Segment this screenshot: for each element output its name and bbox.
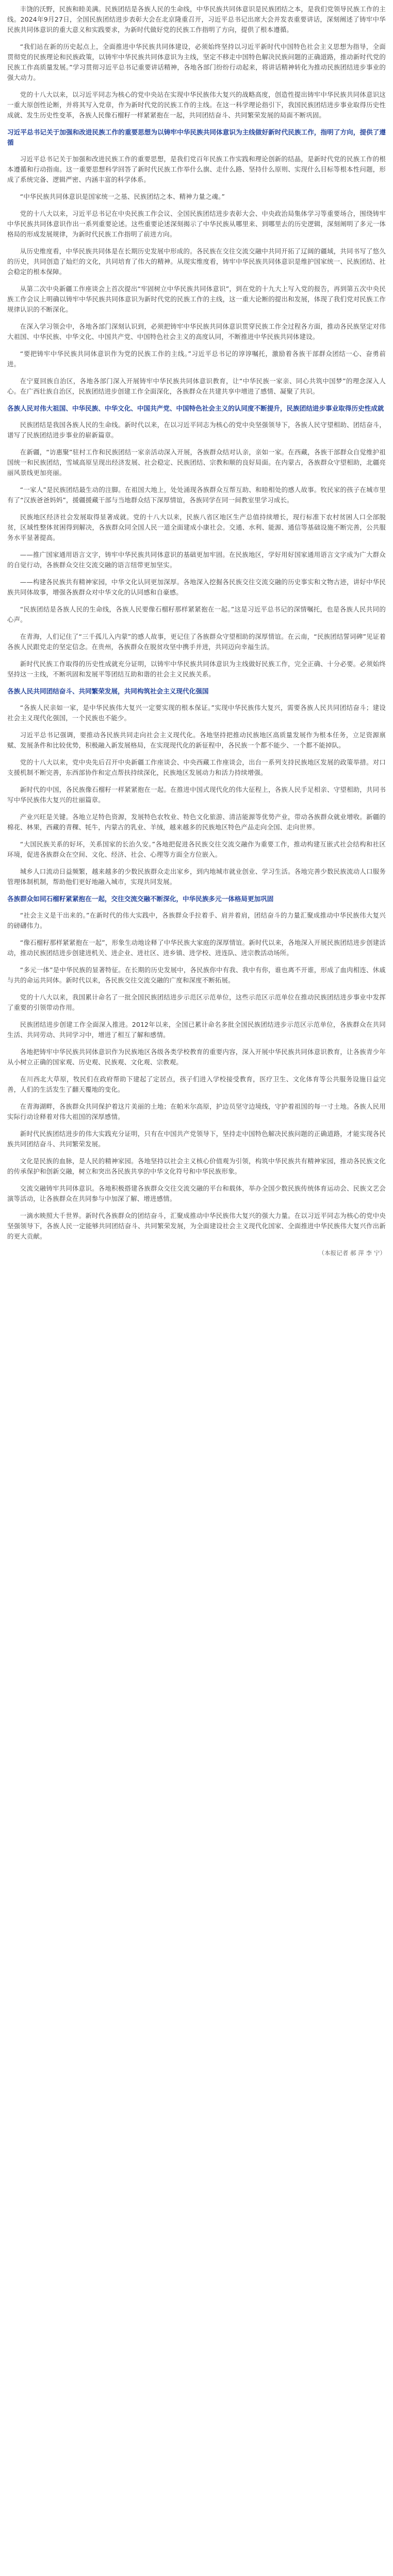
section-1-paragraph: “中华民族共同体意识是国家统一之基、民族团结之本、精神力量之魂。”: [20, 193, 225, 200]
intro-paragraph-2: “我们站在新的历史起点上，全面推进中华民族共同体建设，必须始终坚持以习近平新时代中国特色社会主义思想为指导，全面贯彻党的民族理论和民族政策，以铸牢中华民族共同体意识为主线，坚定不移走中国特色解决民族问题的正确道路，推动新时代党的民族工作高质量发展。”学习贯彻习近平总书记重要讲话精神，各地各部门纷纷行动起来，将讲话精神转化为推动民族团结进步事业的强大动力。: [7, 43, 386, 81]
section-heading-4: 各族群众如同石榴籽紧紧抱在一起，交往交流交融不断深化，中华民族多元一体格局更加巩固: [7, 895, 274, 903]
section-1-paragraph: 在深入学习领会中，各地各部门深刻认识到，必须把铸牢中华民族共同体意识贯穿民族工作全过程各方面，推动各民族坚定对伟大祖国、中华民族、中华文化、中国共产党、中国特色社会主义的高度认同，不断推进中华民族共同体建设。: [7, 323, 386, 341]
section-2-paragraph: 在青海，人们记住了“三千孤儿入内蒙”的感人故事，更记住了各族群众守望相助的深厚情谊。在云南，“民族团结誓词碑”见证着各族人民跟党走的坚定信念。在贵州，各族群众在脱贫攻坚中携手并进，共同迈向幸福生活。: [7, 633, 386, 651]
section-2-paragraph: 民族团结是我国各族人民的生命线。新时代以来，在以习近平同志为核心的党中央坚强领导下，各族人民守望相助、团结奋斗，谱写了民族团结进步事业的崭新篇章。: [7, 421, 386, 439]
section-2-paragraph: ——构建各民族共有精神家园，中华文化认同更加深厚。各地深入挖掘各民族交往交流交融的历史事实和文物古迹，讲好中华民族共同体故事，增强各族群众对中华文化的认同感和自豪感。: [7, 578, 386, 596]
section-1-paragraph: 习近平总书记关于加强和改进民族工作的重要思想，是我们党百年民族工作实践和理论创新的结晶，是新时代党的民族工作的根本遵循和行动指南。这一重要思想科学回答了新时代民族工作举什么旗、走什么路、坚持什么原则、实现什么目标等根本性问题，形成了系统完备、逻辑严密、内涵丰富的科学体系。: [7, 155, 386, 183]
section-4-paragraph: 各地把铸牢中华民族共同体意识作为民族地区各级各类学校教育的重要内容，深入开展中华民族共同体意识教育，让各族青少年从小树立正确的国家观、历史观、民族观、文化观、宗教观。: [7, 1048, 386, 1066]
section-4-paragraph: 新时代民族团结进步的伟大实践充分证明，只有在中国共产党领导下，坚持走中国特色解决民族问题的正确道路，才能实现各民族共同团结奋斗、共同繁荣发展。: [7, 1130, 386, 1148]
section-4-paragraph: “多元一体”是中华民族的显著特征。在长期的历史发展中，各民族你中有我、我中有你，谁也离不开谁，形成了血肉相连、休戚与共的命运共同体。新时代以来，各民族交往交流交融的广度和深度不断拓展。: [7, 966, 386, 984]
intro-paragraph-3: 党的十八大以来，以习近平同志为核心的党中央站在实现中华民族伟大复兴的战略高度，创造性提出铸牢中华民族共同体意识这一重大原创性论断，并将其写入党章，作为新时代党的民族工作的主线。在这一科学理论指引下，我国民族团结进步事业取得历史性成就、发生历史性变革，各族人民像石榴籽一样紧紧抱在一起，共同团结奋斗、共同繁荣发展的局面不断巩固。: [7, 91, 386, 119]
intro-paragraph-1: 丰饶的沃野，民族和睦美满。民族团结是各族人民的生命线，中华民族共同体意识是民族团结之本，是我们党领导民族工作的主线。2024年9月27日，全国民族团结进步表彰大会在北京隆重召开，习近平总书记出席大会并发表重要讲话，深刻阐述了铸牢中华民族共同体意识的重大意义和实践要求，为新时代做好党的民族工作指明了方向，提供了根本遵循。: [7, 5, 386, 33]
section-4-paragraph: “社会主义是干出来的。”在新时代的伟大实践中，各族群众手拉着手、肩并着肩，团结奋斗的力量汇聚成推动中华民族伟大复兴的磅礴伟力。: [7, 911, 386, 929]
section-3-paragraph: “各族人民亲如一家，是中华民族伟大复兴一定要实现的根本保证。”实现中华民族伟大复兴，需要各族人民共同团结奋斗；建设社会主义现代化强国，一个民族也不能少。: [7, 704, 386, 722]
section-3-paragraph: 党的十八大以来，党中央先后召开中央新疆工作座谈会、中央西藏工作座谈会，出台一系列支持民族地区发展的政策举措。对口支援机制不断完善，东西部协作和定点帮扶持续深化，民族地区发展动力和活力持续增强。: [7, 758, 386, 776]
section-2-paragraph: 新时代民族工作取得的历史性成就充分证明，以铸牢中华民族共同体意识为主线做好民族工作，完全正确、十分必要。必须始终坚持这一主线，不断巩固和发展平等团结互助和谐的社会主义民族关系。: [7, 660, 386, 678]
section-4-paragraph: 民族团结进步创建工作全面深入推进。2012年以来，全国已累计命名多批全国民族团结进步示范区示范单位，各族群众在共同生活、共同劳动、共同学习中，增进了相互了解和感情。: [7, 1021, 386, 1039]
article: [0, 0, 393, 1258]
section-4-paragraph: 一滴水映照大千世界。新时代各族群众的团结奋斗，汇聚成推动中华民族伟大复兴的强大力量。在以习近平同志为核心的党中央坚强领导下，各族人民一定能够共同团结奋斗、共同繁荣发展，为全面建设社会主义现代化国家、全面推进中华民族伟大复兴作出新的更大贡献。: [7, 1212, 386, 1240]
section-heading-2: 各族人民对伟大祖国、中华民族、中华文化、中国共产党、中国特色社会主义的认同度不断提升，民族团结进步事业取得历史性成就: [7, 404, 384, 412]
section-4-paragraph: 在青海湖畔，各族群众共同保护着这片美丽的土地；在帕米尔高原，护边员坚守边境线，守护着祖国的每一寸土地。各族人民用实际行动诠释着对伟大祖国的深厚感情。: [7, 1103, 386, 1121]
section-3-paragraph: 新时代的中国，各民族像石榴籽一样紧紧抱在一起。在推进中国式现代化的伟大征程上，各族人民手足相亲、守望相助，共同书写中华民族伟大复兴的壮丽篇章。: [7, 786, 386, 804]
section-2-paragraph: “民族团结是各族人民的生命线，各族人民要像石榴籽那样紧紧抱在一起。”这是习近平总书记的深情嘱托，也是各族人民共同的心声。: [7, 605, 386, 623]
section-heading-1: 习近平总书记关于加强和改进民族工作的重要思想为以铸牢中华民族共同体意识为主线做好新时代民族工作，指明了方向，提供了遵循: [7, 128, 386, 146]
section-2-paragraph: ——推广国家通用语言文字，铸牢中华民族共同体意识的基础更加牢固。在民族地区，学好用好国家通用语言文字成为广大群众的自觉行动，各族群众交往交流交融的语言纽带更加坚实。: [7, 551, 386, 569]
byline: （本报记者 郝 萍 李 宁）: [318, 1249, 386, 1257]
section-1-paragraph: “要把铸牢中华民族共同体意识作为党的民族工作的主线。”习近平总书记的谆谆嘱托，激励着各族干部群众团结一心、奋勇前进。: [7, 350, 386, 368]
section-3-paragraph: 产业兴旺是关键。各地立足特色资源，发展特色农牧业、特色文化旅游、清洁能源等优势产业，带动各族群众就业增收。新疆的棉花、林果，西藏的青稞、牦牛，内蒙古的乳业、羊绒，越来越多的民族地区特色产品走向全国、走向世界。: [7, 813, 386, 831]
section-1-paragraph: 从第二次中央新疆工作座谈会上首次提出“牢固树立中华民族共同体意识”，到在党的十九大上写入党的报告，再到第五次中央民族工作会议上明确以铸牢中华民族共同体意识为新时代党的民族工作的主线，这一重大论断的提出和发展，体现了我们党对民族工作规律认识的不断深化。: [7, 285, 386, 313]
section-4-paragraph: 在川西北大草原，牧民们在政府帮助下建起了定居点，孩子们进入学校接受教育，医疗卫生、文化体育等公共服务设施日益完善，人们的生活发生了翻天覆地的变化。: [7, 1075, 386, 1093]
section-1-paragraph: 在宁夏回族自治区，各地各部门深入开展铸牢中华民族共同体意识教育，让“中华民族一家亲、同心共筑中国梦”的理念深入人心。在广西壮族自治区，民族团结进步创建工作全面深化，各族群众在共建共享中增进了感情、凝聚了共识。: [7, 377, 386, 395]
section-heading-3: 各族人民共同团结奋斗、共同繁荣发展，共同构筑社会主义现代化强国: [7, 687, 209, 695]
section-4-paragraph: 交流交融铸牢共同体意识。各地积极搭建各族群众交往交流交融的平台和载体，举办全国少数民族传统体育运动会、民族文艺会演等活动，让各族群众在共同参与中加深了解、增进感情。: [7, 1184, 386, 1202]
section-3-paragraph: “大国民族关系的好坏，关系国家的长治久安。”各地把促进各民族交往交流交融作为重要工作，推动构建互嵌式社会结构和社区环境，促进各族群众在空间、文化、经济、社会、心理等方面全方位嵌入。: [7, 840, 386, 858]
section-3-paragraph: 习近平总书记强调，要推动各民族共同走向社会主义现代化。各地坚持把推动民族地区高质量发展作为根本任务，立足资源禀赋、发展条件和比较优势，积极融入新发展格局，在实现现代化的新征程中，各民族一个都不能少、一个都不能掉队。: [7, 731, 386, 749]
section-4-paragraph: 党的十八大以来，我国累计命名了一批全国民族团结进步示范区示范单位，这些示范区示范单位在推动民族团结进步事业中发挥了重要的引领带动作用。: [7, 993, 386, 1011]
section-2-paragraph: “一家人”是民族团结最生动的注脚。在祖国大地上，处处涌现各族群众互帮互助、和睦相处的感人故事。牧民家的孩子在城市里有了“汉族爸爸妈妈”，援疆援藏干部与当地群众结下深厚情谊，各族同学在同一间教室里学习成长。: [7, 486, 386, 504]
section-1-paragraph: 从历史维度看，中华民族共同体是在长期历史发展中形成的。各民族在交往交流交融中共同开拓了辽阔的疆域，共同书写了悠久的历史，共同创造了灿烂的文化，共同培育了伟大的精神。从现实维度看，铸牢中华民族共同体意识是维护国家统一、民族团结、社会稳定的根本保障。: [7, 247, 386, 276]
section-4-paragraph: 文化是民族的血脉，是人民的精神家园。各地坚持以社会主义核心价值观为引领，构筑中华民族共有精神家园，推动各民族文化的传承保护和创新交融，树立和突出各民族共享的中华文化符号和中华民族形象。: [7, 1157, 386, 1175]
section-3-paragraph: 城乡人口流动日益频繁，越来越多的少数民族群众走出家乡，到内地城市就业创业、学习生活。各地完善少数民族流动人口服务管理体制机制，帮助他们更好地融入城市，实现共同发展。: [7, 868, 386, 886]
section-4-paragraph: “像石榴籽那样紧紧抱在一起”，形象生动地诠释了中华民族大家庭的深厚情谊。新时代以来，各地深入开展民族团结进步创建活动，推动民族团结进步创建进机关、进企业、进社区、进乡镇、进学校、进连队、进宗教活动场所。: [7, 939, 386, 957]
section-2-paragraph: 民族地区经济社会发展取得显著成就。党的十八大以来，民族八省区地区生产总值持续增长，现行标准下农村贫困人口全部脱贫，区域性整体贫困得到解决，各族群众同全国人民一道全面建成小康社会。交通、水利、能源、通信等基础设施不断完善，公共服务水平显著提高。: [7, 513, 386, 541]
section-2-paragraph: 在新疆，“访惠聚”驻村工作和民族团结一家亲活动深入开展，各族群众结对认亲，亲如一家。在西藏，各族干部群众自觉维护祖国统一和民族团结，雪域高原呈现出经济发展、社会稳定、民族团结、宗教和顺的良好局面。在内蒙古，各族群众守望相助，北疆亮丽风景线更加亮丽。: [7, 448, 386, 477]
section-1-paragraph: 党的十八大以来，习近平总书记在中央民族工作会议、全国民族团结进步表彰大会、中央政治局集体学习等重要场合，围绕铸牢中华民族共同体意识作出一系列重要论述。这些重要论述深刻揭示了中华民族从哪里来、到哪里去的历史逻辑，深刻阐明了多元一体格局的形成发展规律，为新时代民族工作指明了前进方向。: [7, 210, 386, 238]
